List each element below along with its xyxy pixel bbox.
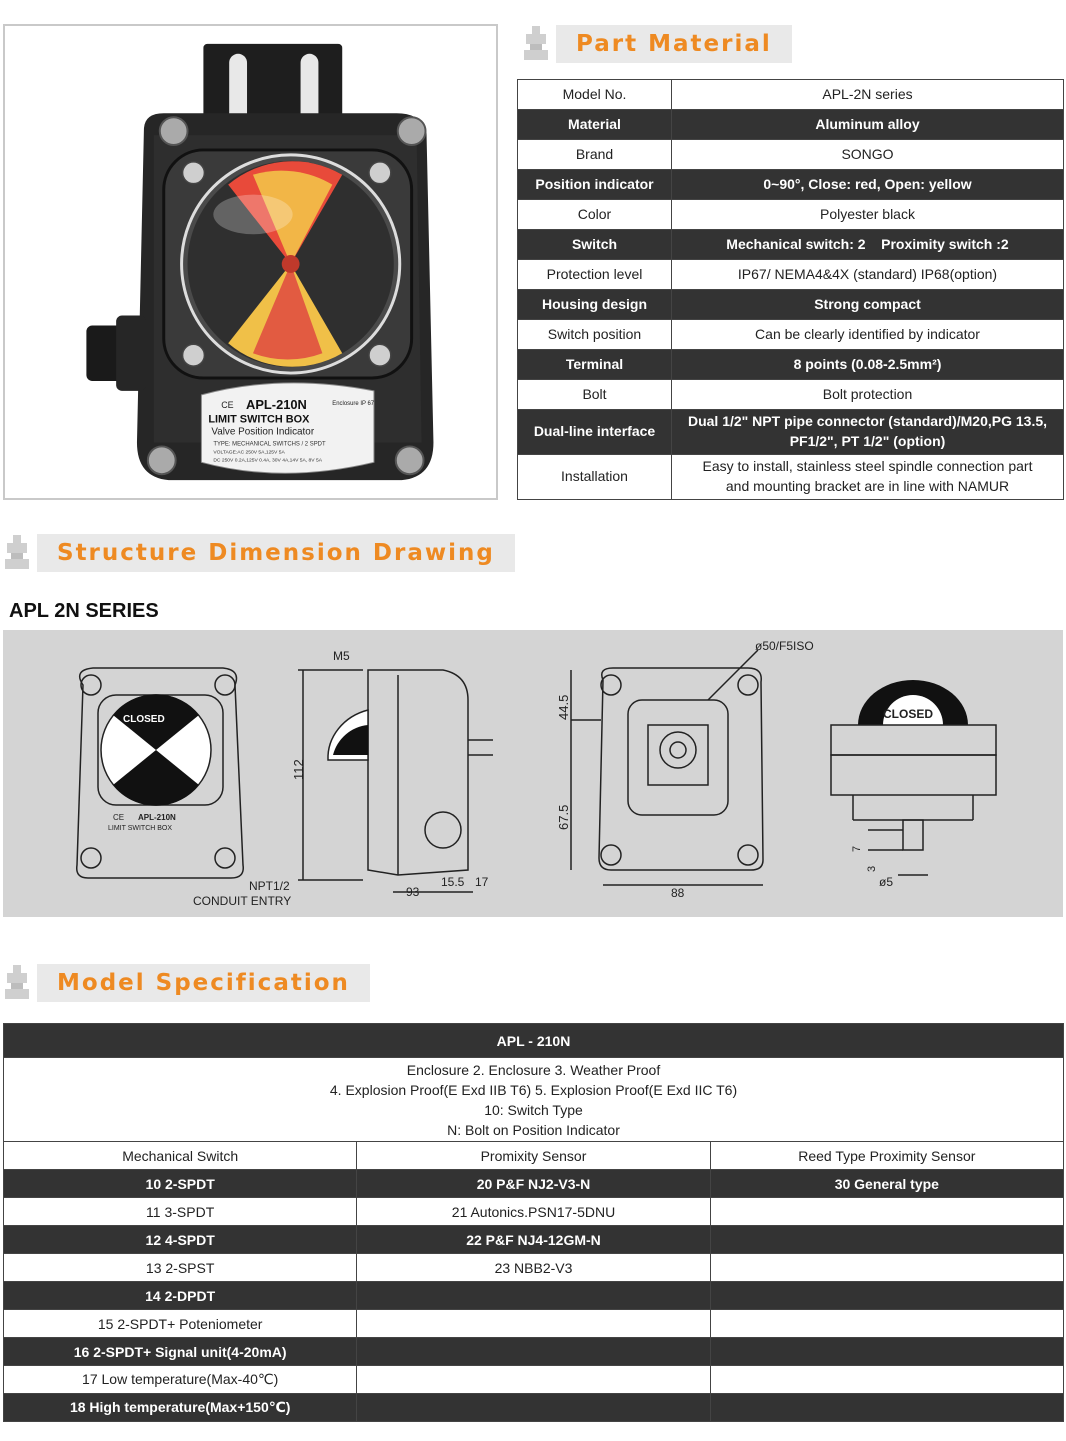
dim-17-text: 17 bbox=[475, 875, 489, 889]
table-desc-row bbox=[4, 1058, 1064, 1142]
table-row bbox=[518, 230, 1064, 260]
section-title: Structure Dimension Drawing bbox=[37, 534, 515, 572]
row-key: Terminal bbox=[518, 350, 672, 380]
conduit-text: CONDUIT ENTRY bbox=[193, 894, 292, 908]
table-cell bbox=[710, 1254, 1063, 1282]
table-cell: 13 2-SPST bbox=[4, 1254, 357, 1282]
row-key: Color bbox=[518, 200, 672, 230]
table-title: APL - 210N bbox=[4, 1024, 1064, 1058]
table-row bbox=[518, 140, 1064, 170]
table-cell: 15 2-SPDT+ Poteniometer bbox=[4, 1310, 357, 1338]
table-cell: 21 Autonics.PSN17-5DNU bbox=[357, 1198, 710, 1226]
model-spec-header bbox=[3, 963, 370, 1003]
row-key: Dual-line interface bbox=[518, 410, 672, 455]
row-key: Brand bbox=[518, 140, 672, 170]
label-voltage-text: VOLTAGE:AC 250V 5A,125V 5A bbox=[213, 450, 285, 456]
value-line: Easy to install, stainless steel spindle connection part bbox=[702, 458, 1033, 475]
desc-line: 10: Switch Type bbox=[484, 1101, 583, 1118]
label-enclosure-text: Enclosure IP 67 bbox=[332, 400, 375, 407]
table-cell: 12 4-SPDT bbox=[4, 1226, 357, 1254]
desc-line: N: Bolt on Position Indicator bbox=[447, 1121, 620, 1138]
table-cell bbox=[710, 1282, 1063, 1310]
table-cell: 30 General type bbox=[710, 1170, 1063, 1198]
table-row bbox=[518, 80, 1064, 110]
value-line: and mounting bracket are in line with NAMUR bbox=[725, 478, 1010, 494]
table-cell bbox=[710, 1226, 1063, 1254]
row-key: Bolt bbox=[518, 380, 672, 410]
table-row bbox=[518, 260, 1064, 290]
series-title: APL 2N SERIES bbox=[9, 600, 159, 622]
table-row bbox=[4, 1310, 1064, 1338]
npt-text: NPT1/2 bbox=[249, 879, 290, 893]
dim-445-text: 44.5 bbox=[556, 694, 571, 720]
desc-line: Enclosure 2. Enclosure 3. Weather Proof bbox=[406, 1061, 661, 1078]
product-photo bbox=[3, 24, 498, 500]
row-value bbox=[672, 455, 1064, 500]
table-cell: 17 Low temperature(Max-40℃) bbox=[4, 1366, 357, 1394]
row-value: Polyester black bbox=[672, 200, 1064, 230]
part-material-table bbox=[517, 79, 1064, 500]
front-closed-text: CLOSED bbox=[123, 714, 165, 725]
table-row bbox=[4, 1282, 1064, 1310]
table-cell bbox=[357, 1338, 710, 1366]
table-cell bbox=[710, 1366, 1063, 1394]
dim-3-text: 3 bbox=[866, 865, 878, 872]
row-value: SONGO bbox=[672, 140, 1064, 170]
table-cell: 20 P&F NJ2-V3-N bbox=[357, 1170, 710, 1198]
table-row bbox=[518, 290, 1064, 320]
dimension-drawing bbox=[3, 630, 1063, 917]
column-header-row bbox=[4, 1142, 1064, 1170]
valve-icon bbox=[3, 533, 31, 573]
label-title-text: LIMIT SWITCH BOX bbox=[208, 413, 310, 426]
row-value: Bolt protection bbox=[672, 380, 1064, 410]
row-value: 0~90°, Close: red, Open: yellow bbox=[672, 170, 1064, 200]
dim-675-text: 67.5 bbox=[556, 804, 571, 830]
part-material-header bbox=[522, 24, 792, 64]
front-ce-text: CE bbox=[113, 813, 125, 822]
table-row bbox=[518, 455, 1064, 500]
column-header: Promixity Sensor bbox=[357, 1142, 710, 1170]
front-model-text: APL-210N bbox=[138, 813, 176, 822]
row-value: Mechanical switch: 2 Proximity switch :2 bbox=[672, 230, 1064, 260]
table-cell: 10 2-SPDT bbox=[4, 1170, 357, 1198]
table-cell: 16 2-SPDT+ Signal unit(4-20mA) bbox=[4, 1338, 357, 1366]
section-title: Model Specification bbox=[37, 964, 370, 1002]
row-key: Protection level bbox=[518, 260, 672, 290]
table-cell bbox=[710, 1198, 1063, 1226]
table-row bbox=[4, 1170, 1064, 1198]
limit-switch-box-image bbox=[5, 26, 496, 498]
row-key: Material bbox=[518, 110, 672, 140]
row-key: Switch position bbox=[518, 320, 672, 350]
table-row bbox=[518, 110, 1064, 140]
dim-88-text: 88 bbox=[671, 886, 685, 900]
table-cell: 18 High temperature(Max+150℃) bbox=[4, 1394, 357, 1422]
table-cell: 14 2-DPDT bbox=[4, 1282, 357, 1310]
valve-icon bbox=[522, 24, 550, 64]
table-row bbox=[518, 200, 1064, 230]
value-line: PF1/2", PT 1/2" (option) bbox=[789, 433, 946, 449]
table-title-row bbox=[4, 1024, 1064, 1058]
table-row bbox=[4, 1226, 1064, 1254]
dim-93-text: 93 bbox=[406, 885, 420, 899]
row-key: Housing design bbox=[518, 290, 672, 320]
front-title-text: LIMIT SWITCH BOX bbox=[108, 825, 173, 832]
row-value: Strong compact bbox=[672, 290, 1064, 320]
table-cell bbox=[357, 1366, 710, 1394]
label-dc-text: DC 250V 0.2A,125V 0.4A, 30V 4A,14V 5A, 8V 5A bbox=[213, 458, 323, 464]
table-cell bbox=[357, 1310, 710, 1338]
row-key: Installation bbox=[518, 455, 672, 500]
table-row bbox=[4, 1254, 1064, 1282]
column-header: Mechanical Switch bbox=[4, 1142, 357, 1170]
row-value bbox=[672, 410, 1064, 455]
model-spec-table bbox=[3, 1023, 1064, 1422]
table-row bbox=[4, 1366, 1064, 1394]
table-row bbox=[518, 320, 1064, 350]
row-key: Model No. bbox=[518, 80, 672, 110]
table-row bbox=[518, 170, 1064, 200]
table-cell bbox=[710, 1338, 1063, 1366]
table-cell: 22 P&F NJ4-12GM-N bbox=[357, 1226, 710, 1254]
label-type-text: TYPE: MECHANICAL SWITCHS / 2 SPDT bbox=[213, 441, 326, 448]
dim-112-text: 112 bbox=[291, 759, 306, 780]
dim-iso-text: ø50/F5ISO bbox=[755, 639, 814, 653]
row-value: Aluminum alloy bbox=[672, 110, 1064, 140]
dim-m5-text: M5 bbox=[333, 649, 350, 663]
desc-line: 4. Explosion Proof(E Exd IIB T6) 5. Explosion Proof(E Exd IIC T6) bbox=[329, 1081, 738, 1098]
value-line: Dual 1/2" NPT pipe connector (standard)/M20,PG 13.5, bbox=[687, 413, 1048, 430]
column-header: Reed Type Proximity Sensor bbox=[710, 1142, 1063, 1170]
label-sub-text: Valve Position Indicator bbox=[211, 426, 315, 438]
row-value: APL-2N series bbox=[672, 80, 1064, 110]
table-cell bbox=[357, 1282, 710, 1310]
table-cell: 11 3-SPDT bbox=[4, 1198, 357, 1226]
label-model-text: APL-210N bbox=[246, 396, 307, 412]
label-ce-text: CE bbox=[221, 399, 234, 410]
table-cell: 23 NBB2-V3 bbox=[357, 1254, 710, 1282]
dim-closed-text: CLOSED bbox=[883, 707, 934, 721]
dim-155-text: 15.5 bbox=[441, 875, 465, 889]
table-row bbox=[4, 1338, 1064, 1366]
table-cell bbox=[710, 1394, 1063, 1422]
table-row bbox=[4, 1394, 1064, 1422]
row-value: 8 points (0.08-2.5mm²) bbox=[672, 350, 1064, 380]
table-desc bbox=[4, 1058, 1064, 1142]
table-row bbox=[518, 410, 1064, 455]
section-title: Part Material bbox=[556, 25, 792, 63]
row-key: Switch bbox=[518, 230, 672, 260]
structure-header bbox=[3, 533, 515, 573]
table-row bbox=[4, 1198, 1064, 1226]
dimension-drawing-svg bbox=[3, 630, 1063, 917]
row-key: Position indicator bbox=[518, 170, 672, 200]
row-value: Can be clearly identified by indicator bbox=[672, 320, 1064, 350]
table-row bbox=[518, 380, 1064, 410]
row-value: IP67/ NEMA4&4X (standard) IP68(option) bbox=[672, 260, 1064, 290]
table-cell bbox=[357, 1394, 710, 1422]
table-cell bbox=[710, 1310, 1063, 1338]
dim-7-text: 7 bbox=[851, 845, 863, 852]
dim-5-text: ø5 bbox=[879, 875, 894, 889]
table-row bbox=[518, 350, 1064, 380]
valve-icon bbox=[3, 963, 31, 1003]
